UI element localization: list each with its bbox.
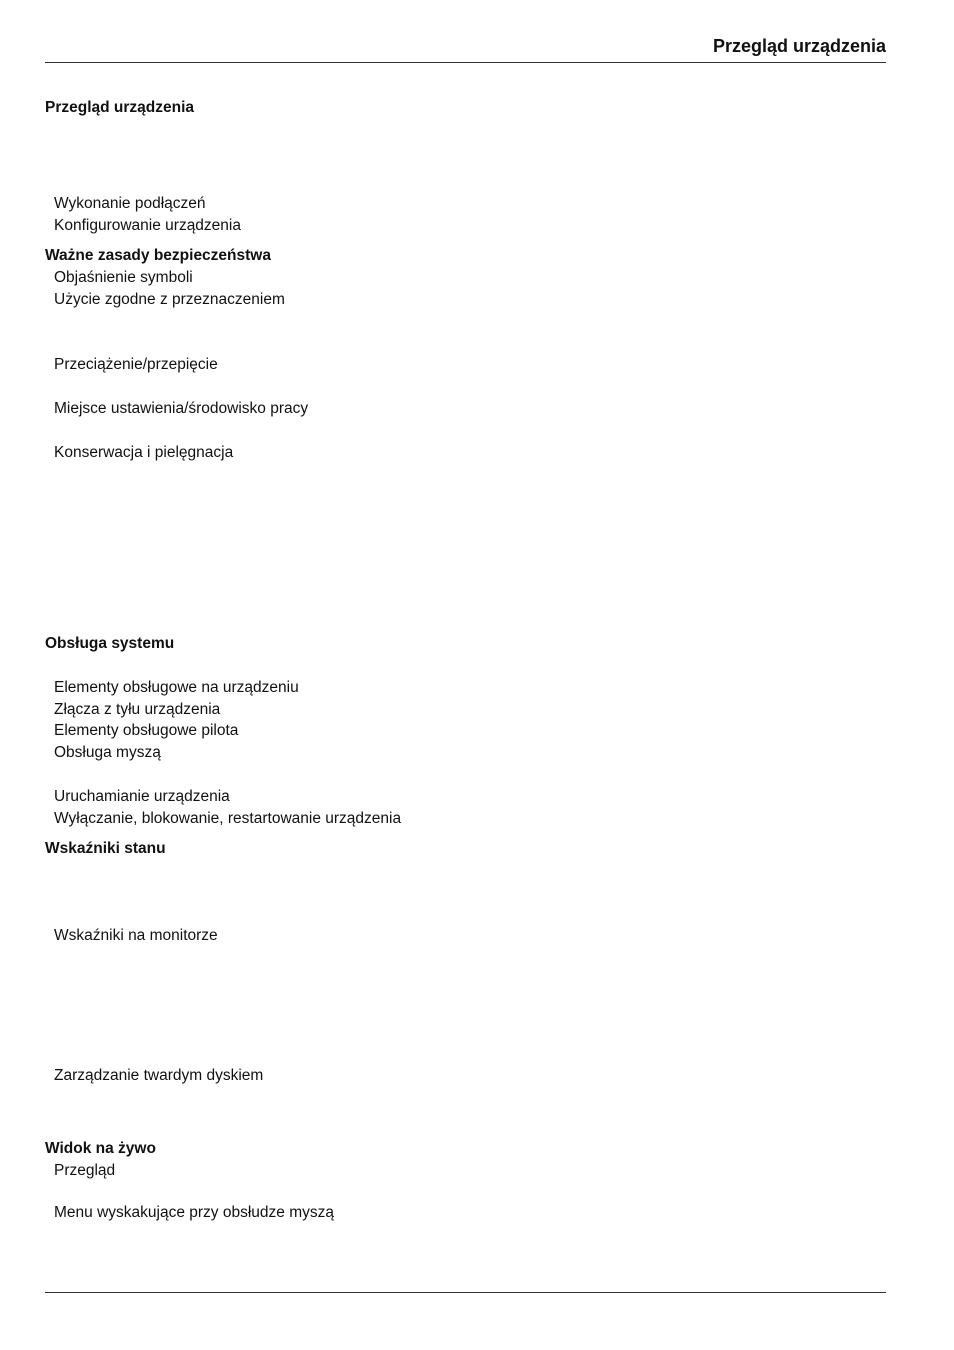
toc-heading: Obsługa systemu — [45, 635, 175, 652]
toc-item: Elementy obsługowe pilota — [54, 722, 239, 739]
toc-heading: Ważne zasady bezpieczeństwa — [45, 247, 271, 264]
toc-item: Menu wyskakujące przy obsłudze myszą — [54, 1204, 334, 1221]
toc-item: Obsługa myszą — [54, 744, 161, 761]
footer-divider — [45, 1292, 886, 1293]
toc-item: Konserwacja i pielęgnacja — [54, 444, 234, 461]
page-title: Przegląd urządzenia — [712, 36, 886, 56]
toc-item: Wyłączanie, blokowanie, restartowanie urządzenia — [54, 810, 402, 827]
toc-item: Przegląd — [54, 1162, 116, 1179]
toc-item: Przeciążenie/przepięcie — [54, 356, 218, 373]
toc-item: Użycie zgodne z przeznaczeniem — [54, 291, 285, 308]
toc-heading: Widok na żywo — [45, 1140, 156, 1157]
toc-heading: Przegląd urządzenia — [45, 99, 195, 116]
toc-item: Miejsce ustawienia/środowisko pracy — [54, 400, 309, 417]
toc-item: Wykonanie podłączeń — [54, 195, 206, 212]
toc-item: Uruchamianie urządzenia — [54, 788, 230, 805]
toc-item: Objaśnienie symboli — [54, 269, 193, 286]
header-divider — [45, 62, 886, 63]
toc-heading: Wskaźniki stanu — [45, 840, 166, 857]
toc-item: Wskaźniki na monitorze — [54, 927, 218, 944]
toc-item: Zarządzanie twardym dyskiem — [54, 1067, 264, 1084]
toc-item: Elementy obsługowe na urządzeniu — [54, 679, 299, 696]
toc-item: Złącza z tyłu urządzenia — [54, 701, 221, 718]
toc-item: Konfigurowanie urządzenia — [54, 217, 241, 234]
